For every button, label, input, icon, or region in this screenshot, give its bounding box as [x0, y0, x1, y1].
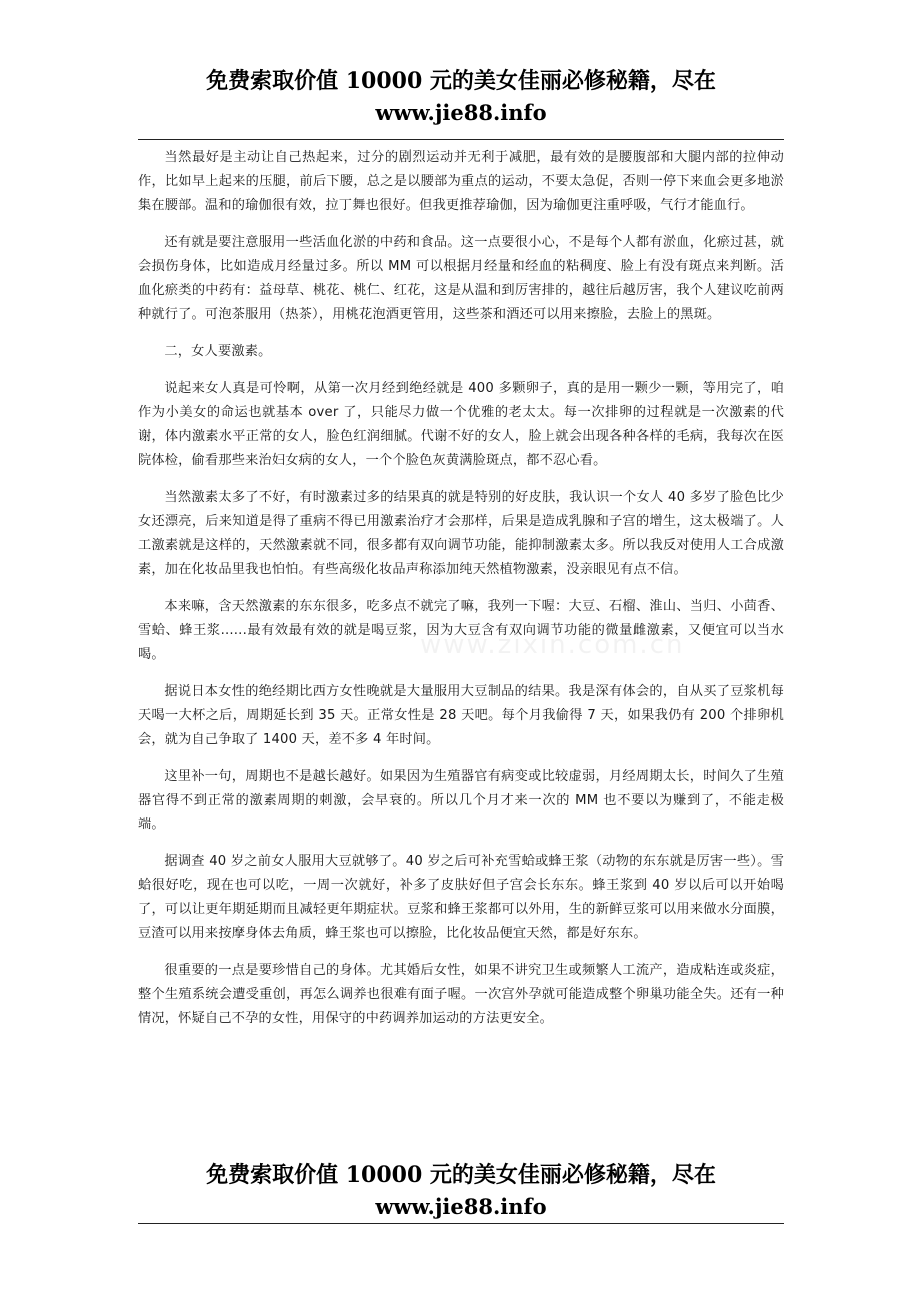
article-body — [138, 146, 784, 1044]
paragraph: 当然激素太多了不好，有时激素过多的结果真的就是特别的好皮肤，我认识一个女人 40 多岁了脸色比少女还漂亮，后来知道是得了重病不得已用激素治疗才会那样，后果是造成乳腺和子宫的增生，这太极端了。人工激素就是这样的，天然激素就不同，很多都有双向调节功能，能抑制激素太多。所以我反对使用人工合成激素，加在化妆品里我也怕怕。有些高级化妆品声称添加纯天然植物激素，没亲眼见有点不信。 — [138, 490, 784, 577]
paragraph: 这里补一句，周期也不是越长越好。如果因为生殖器官有病变或比较虚弱，月经周期太长，时间久了生殖器官得不到正常的激素周期的刺激，会早衰的。所以几个月才来一次的 MM 也不要以为赚到了，不能走极端。 — [138, 769, 784, 832]
footer-banner-title: 免费索取价值 10000 元的美女佳丽必修秘籍，尽在 — [206, 1162, 716, 1188]
paragraph: 还有就是要注意服用一些活血化淤的中药和食品。这一点要很小心，不是每个人都有淤血，化瘀过甚，就会损伤身体，比如造成月经量过多。所以 MM 可以根据月经量和经血的粘稠度、脸上有没有斑点来判断。活血化瘀类的中药有：益母草、桃花、桃仁、红花，这是从温和到厉害排的，越往后越厉害，我个人建议吃前两种就行了。可泡茶服用（热茶），用桃花泡酒更管用，这些茶和酒还可以用来擦脸，去脸上的黑斑。 — [138, 235, 784, 322]
watermark: www.zixin.com.cn — [420, 630, 685, 660]
header-divider — [138, 139, 784, 140]
footer-divider — [138, 1223, 784, 1224]
header-banner — [138, 66, 784, 128]
paragraph: 当然最好是主动让自己热起来，过分的剧烈运动并无利于减肥，最有效的是腰腹部和大腿内部的拉伸动作，比如早上起来的压腿，前后下腰，总之是以腰部为重点的运动，不要太急促，否则一停下来血会更多地淤集在腰部。温和的瑜伽很有效，拉丁舞也很好。但我更推荐瑜伽，因为瑜伽更注重呼吸，气行才能血行。 — [138, 150, 784, 213]
paragraph: 据调查 40 岁之前女人服用大豆就够了。40 岁之后可补充雪蛤或蜂王浆（动物的东东就是厉害一些）。雪蛤很好吃，现在也可以吃，一周一次就好，补多了皮肤好但子宫会长东东。蜂王浆到 40 岁以后可以开始喝了，可以让更年期延期而且减轻更年期症状。豆浆和蜂王浆都可以外用，生的新鲜豆浆可以用来做水分面膜，豆渣可以用来按摩身体去角质，蜂王浆也可以擦脸，比化妆品便宜天然，都是好东东。 — [138, 854, 784, 941]
header-banner-title: 免费索取价值 10000 元的美女佳丽必修秘籍，尽在 — [206, 68, 716, 94]
section-heading: 二，女人要激素。 — [164, 344, 272, 359]
footer-banner — [138, 1160, 784, 1222]
header-banner-url[interactable]: www.jie88.info — [375, 100, 547, 125]
paragraph: 据说日本女性的绝经期比西方女性晚就是大量服用大豆制品的结果。我是深有体会的，自从买了豆浆机每天喝一大杯之后，周期延长到 35 天。正常女性是 28 天吧。每个月我偷得 7 天，如果我仍有 200 个排卵机会，就为自己争取了 1400 天，差不多 4 年时间。 — [138, 684, 784, 747]
paragraph: 说起来女人真是可怜啊，从第一次月经到绝经就是 400 多颗卵子，真的是用一颗少一颗，等用完了，咱作为小美女的命运也就基本 over 了，只能尽力做一个优雅的老太太。每一次排卵的过程就是一次激素的代谢，体内激素水平正常的女人，脸色红润细腻。代谢不好的女人，脸上就会出现各种各样的毛病，我每次在医院体检，偷看那些来治妇女病的女人，一个个脸色灰黄满脸斑点，都不忍心看。 — [138, 381, 784, 468]
footer-banner-url[interactable]: www.jie88.info — [375, 1194, 547, 1219]
paragraph: 很重要的一点是要珍惜自己的身体。尤其婚后女性，如果不讲究卫生或频繁人工流产，造成粘连或炎症，整个生殖系统会遭受重创，再怎么调养也很难有面子喔。一次宫外孕就可能造成整个卵巢功能全失。还有一种情况，怀疑自己不孕的女性，用保守的中药调养加运动的方法更安全。 — [138, 963, 784, 1026]
paragraph: 本来嘛，含天然激素的东东很多，吃多点不就完了嘛，我列一下喔：大豆、石榴、淮山、当归、小茴香、雪蛤、蜂王浆......最有效最有效的就是喝豆浆，因为大豆含有双向调节功能的微量雌激素，又便宜可以当水喝。 — [138, 599, 784, 662]
